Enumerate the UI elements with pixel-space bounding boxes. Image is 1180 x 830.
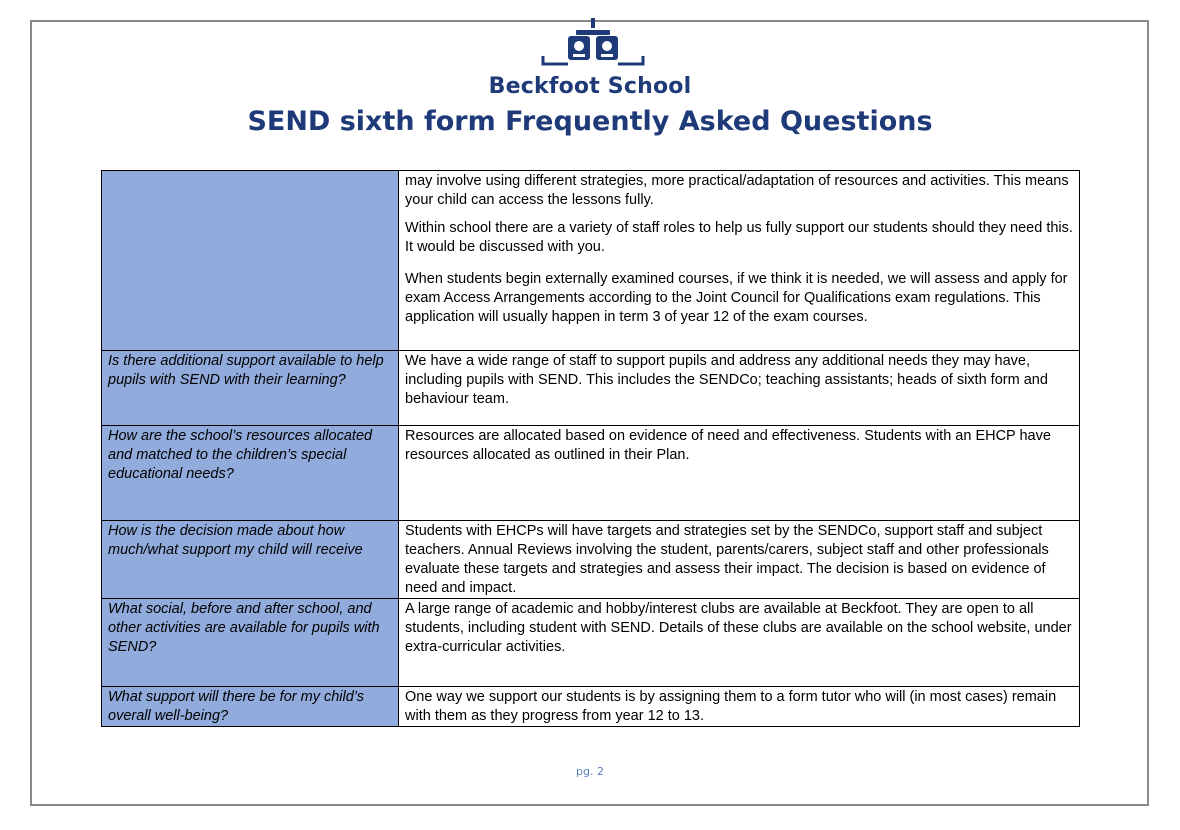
answer-paragraph: Students with EHCPs will have targets and strategies set by the SENDCo, support staff and subject teachers. Annual Reviews involving the student, parents/carers, subject staff and other professionals evaluate these targets and strategies and assess their impact. The decision is based on evidence of need and impact.: [405, 523, 1049, 596]
question-cell: [102, 171, 399, 351]
faq-table: [101, 170, 1080, 727]
answer-paragraph: We have a wide range of staff to support pupils and address any additional needs they may have, including pupils with SEND. This includes the SENDCo; teaching assistants; heads of sixth form and behaviour team.: [405, 353, 1048, 407]
answer-cell: [399, 426, 1080, 521]
answer-paragraph: Within school there are a variety of staff roles to help us fully support our students should they need this. It would be discussed with you.: [405, 220, 1073, 255]
page-number: pg. 2: [576, 765, 604, 778]
answer-cell: [399, 599, 1080, 687]
answer-paragraph: One way we support our students is by assigning them to a form tutor who will (in most cases) remain with them as they progress from year 12 to 13.: [405, 689, 1057, 724]
table-row: [102, 171, 1080, 351]
question-cell: What social, before and after school, and other activities are available for pupils with SEND?: [102, 599, 399, 687]
school-name: Beckfoot School: [488, 74, 692, 99]
answer-cell: [399, 171, 1080, 351]
table-row: [102, 426, 1080, 521]
answer-cell: [399, 351, 1080, 426]
question-cell: How is the decision made about how much/what support my child will receive: [102, 521, 399, 599]
question-cell: How are the school’s resources allocated and matched to the children’s special educational needs?: [102, 426, 399, 521]
table-row: [102, 351, 1080, 426]
school-logo: [538, 16, 648, 72]
answer-cell: [399, 521, 1080, 599]
document-title: SEND sixth form Frequently Asked Questions: [247, 106, 933, 137]
table-row: [102, 599, 1080, 687]
answer-paragraph: Resources are allocated based on evidence of need and effectiveness. Students with an EHCP have resources allocated as outlined in their Plan.: [405, 428, 1051, 463]
answer-paragraph: may involve using different strategies, more practical/adaptation of resources and activities. This means your child can access the lessons fully.: [405, 173, 1069, 208]
answer-paragraph: When students begin externally examined courses, if we think it is needed, we will assess and apply for exam Access Arrangements according to the Joint Council for Qualifications exam regulations. This application will usually happen in term 3 of year 12 of the exam courses.: [405, 271, 1068, 325]
table-row: [102, 521, 1080, 599]
question-cell: Is there additional support available to help pupils with SEND with their learning?: [102, 351, 399, 426]
table-row: [102, 687, 1080, 727]
answer-paragraph: A large range of academic and hobby/interest clubs are available at Beckfoot. They are open to all students, including student with SEND. Details of these clubs are available on the school website, under extra-curricular activities.: [405, 601, 1072, 655]
answer-cell: [399, 687, 1080, 727]
question-cell: What support will there be for my child’s overall well-being?: [102, 687, 399, 727]
